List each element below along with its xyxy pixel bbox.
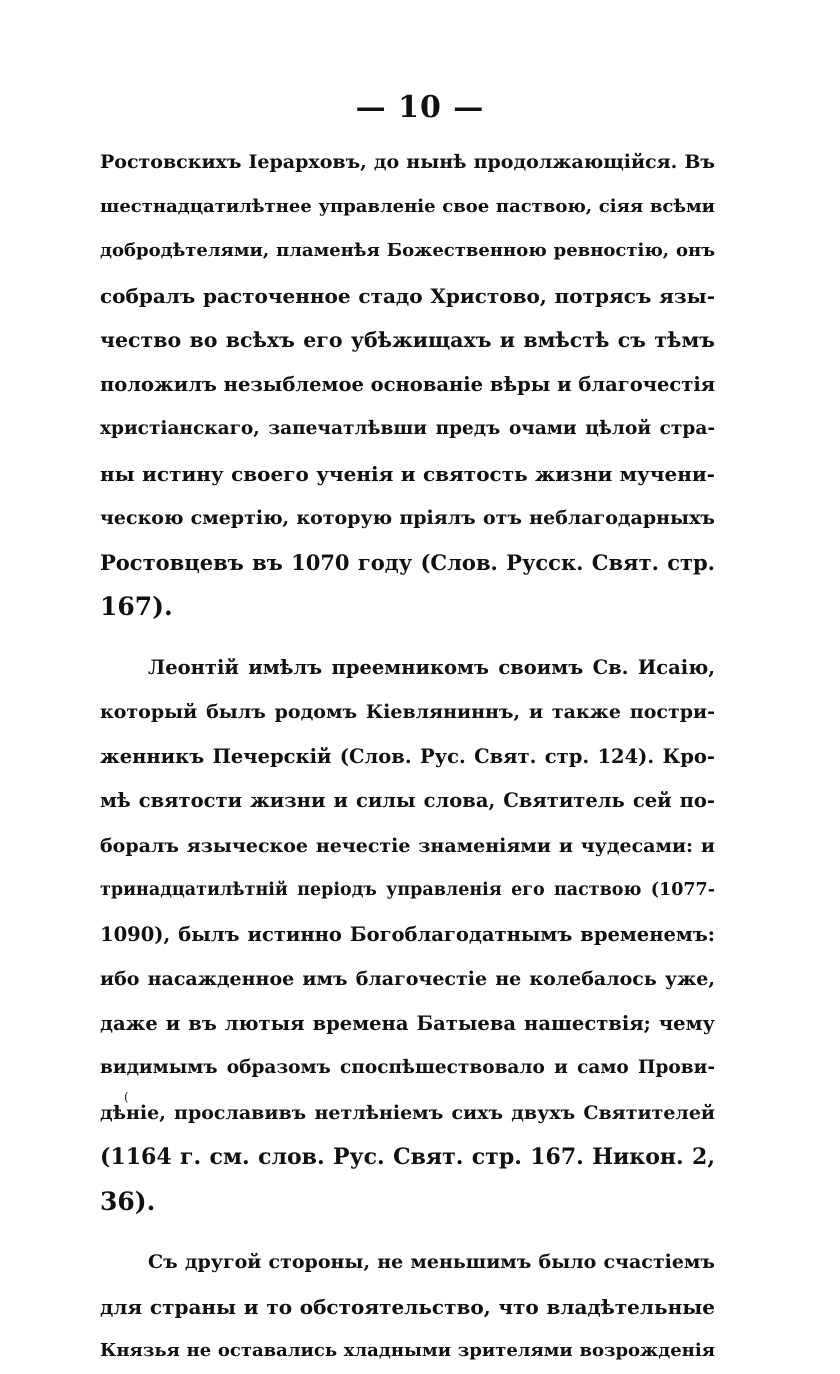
text-line: даже и въ лютыя времена Батыева нашествія; чему xyxy=(100,1011,715,1035)
text-line: Леонтій имѣлъ преемникомъ своимъ Св. Исаію, xyxy=(148,655,715,679)
text-line: ибо насажденное имъ благочестіе не колебалось уже, xyxy=(100,968,715,990)
text-line: ческою смертію, которую пріялъ отъ неблагодарныхъ xyxy=(100,507,715,529)
text-line: видимымъ образомъ споспѣшествовало и само Прови- xyxy=(100,1057,715,1078)
text-line: (1164 г. см. слов. Рус. Свят. стр. 167. Никон. 2, xyxy=(100,1144,715,1170)
text-line: собралъ расточенное стадо Христово, потрясъ язы- xyxy=(100,283,715,308)
page-number: — 10 — xyxy=(355,90,485,125)
text-line: дѣніе, прославивъ нетлѣніемъ сихъ двухъ Святителей xyxy=(100,1101,715,1124)
text-line: 1090), былъ истинно Богоблагодатнымъ временемъ: xyxy=(100,922,715,946)
text-line: который былъ родомъ Кіевляниннъ, и также постри- xyxy=(100,701,715,723)
body-text xyxy=(100,140,715,1374)
text-line: 36). xyxy=(100,1186,156,1216)
stray-mark: ( xyxy=(124,1090,129,1104)
text-line: Князья не оставались хладными зрителями возрожденія xyxy=(100,1340,715,1361)
text-line: шестнадцатилѣтнее управленіе свое паствою, сіяя всѣми xyxy=(100,195,715,217)
text-line: Съ другой стороны, не меньшимъ было счастіемъ xyxy=(148,1251,715,1273)
text-line: положилъ незыблемое основаніе вѣры и благочестія xyxy=(100,372,715,396)
text-line: 167). xyxy=(100,592,173,621)
text-line: боралъ языческое нечестіе знаменіями и чудесами: и xyxy=(100,834,715,857)
paragraph-2 xyxy=(100,646,715,1225)
text-line: Ростовцевъ въ 1070 году (Слов. Русск. Свят. стр. xyxy=(100,549,715,575)
text-line: добродѣтелями, пламенѣя Божественною ревностію, онъ xyxy=(100,240,715,261)
text-line: христіанскаго, запечатлѣвши предъ очами цѣлой стра- xyxy=(100,418,715,439)
paragraph-gap xyxy=(100,1224,715,1240)
paragraph-1 xyxy=(100,140,715,630)
text-line: мѣ святости жизни и силы слова, Святитель сей по- xyxy=(100,789,715,812)
text-line: женникъ Печерскій (Слов. Рус. Свят. стр. 124). Кро- xyxy=(100,744,715,768)
text-line: Ростовскихъ Іерарховъ, до нынѣ продолжающійся. Въ xyxy=(100,151,715,173)
text-line: ны истину своего ученія и святость жизни мучени- xyxy=(100,461,715,486)
text-line: чество во всѣхъ его убѣжищахъ и вмѣстѣ съ тѣмъ xyxy=(100,328,715,352)
text-line: для страны и то обстоятельство, что владѣтельные xyxy=(100,1294,715,1319)
paragraph-3 xyxy=(100,1240,715,1374)
text-line: тринадцатилѣтній періодъ управленія его паствою (1077- xyxy=(100,880,715,900)
paragraph-gap xyxy=(100,630,715,646)
